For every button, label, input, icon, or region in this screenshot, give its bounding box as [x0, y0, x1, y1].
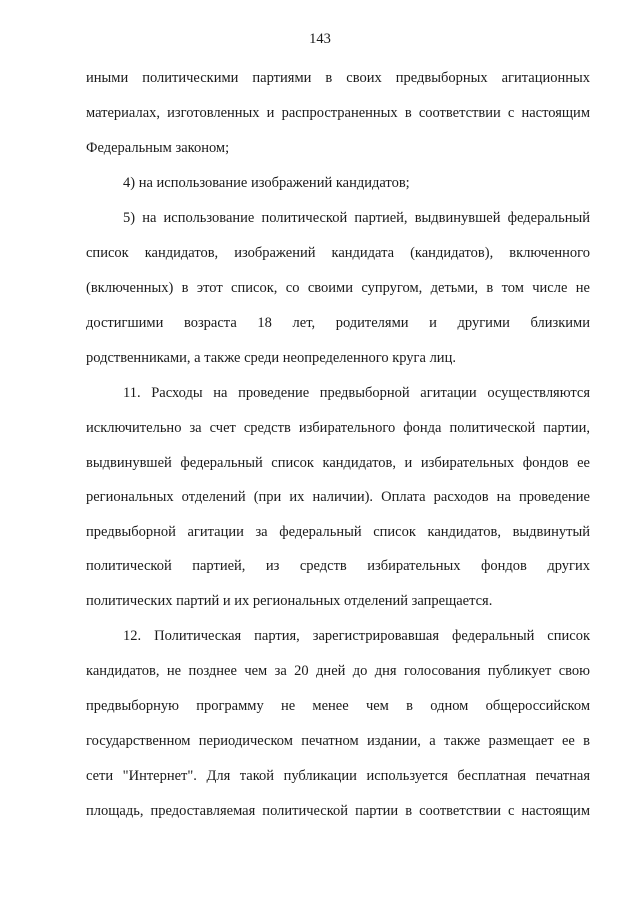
- text-line: иными политическими партиями в своих предвыборных агитационных: [86, 70, 590, 86]
- text-line: площадь, предоставляемая политической партии в соответствии с настоящим: [86, 803, 590, 819]
- text-line: исключительно за счет средств избирательного фонда политической партии,: [86, 420, 590, 436]
- text-line: кандидатов, не позднее чем за 20 дней до дня голосования публикует свою: [86, 663, 590, 679]
- text-line: сети "Интернет". Для такой публикации используется бесплатная печатная: [86, 768, 590, 784]
- text-line: 11. Расходы на проведение предвыборной агитации осуществляются: [123, 385, 590, 401]
- text-line: 5) на использование политической партией, выдвинувшей федеральный: [123, 210, 590, 226]
- text-line: Федеральным законом;: [86, 140, 230, 156]
- text-line: региональных отделений (при их наличии). Оплата расходов на проведение: [86, 489, 590, 505]
- text-line: предвыборной агитации за федеральный список кандидатов, выдвинутый: [86, 524, 590, 540]
- text-line: материалах, изготовленных и распространенных в соответствии с настоящим: [86, 105, 590, 121]
- text-line: предвыборную программу не менее чем в одном общероссийском: [86, 698, 590, 714]
- text-line: политической партией, из средств избирательных фондов других: [86, 558, 590, 574]
- page-number: 143: [309, 31, 331, 47]
- text-line: 12. Политическая партия, зарегистрировавшая федеральный список: [123, 628, 590, 644]
- text-line: достигшими возраста 18 лет, родителями и другими близкими: [86, 315, 590, 331]
- text-line: выдвинувшей федеральный список кандидатов, и избирательных фондов ее: [86, 455, 590, 471]
- text-line: 4) на использование изображений кандидатов;: [123, 175, 410, 191]
- text-line: политических партий и их региональных отделений запрещается.: [86, 593, 493, 609]
- text-line: родственниками, а также среди неопределенного круга лиц.: [86, 350, 456, 366]
- text-line: (включенных) в этот список, со своими супругом, детьми, в том числе не: [86, 280, 590, 296]
- text-line: список кандидатов, изображений кандидата (кандидатов), включенного: [86, 245, 590, 261]
- text-line: государственном периодическом печатном издании, а также размещает ее в: [86, 733, 590, 749]
